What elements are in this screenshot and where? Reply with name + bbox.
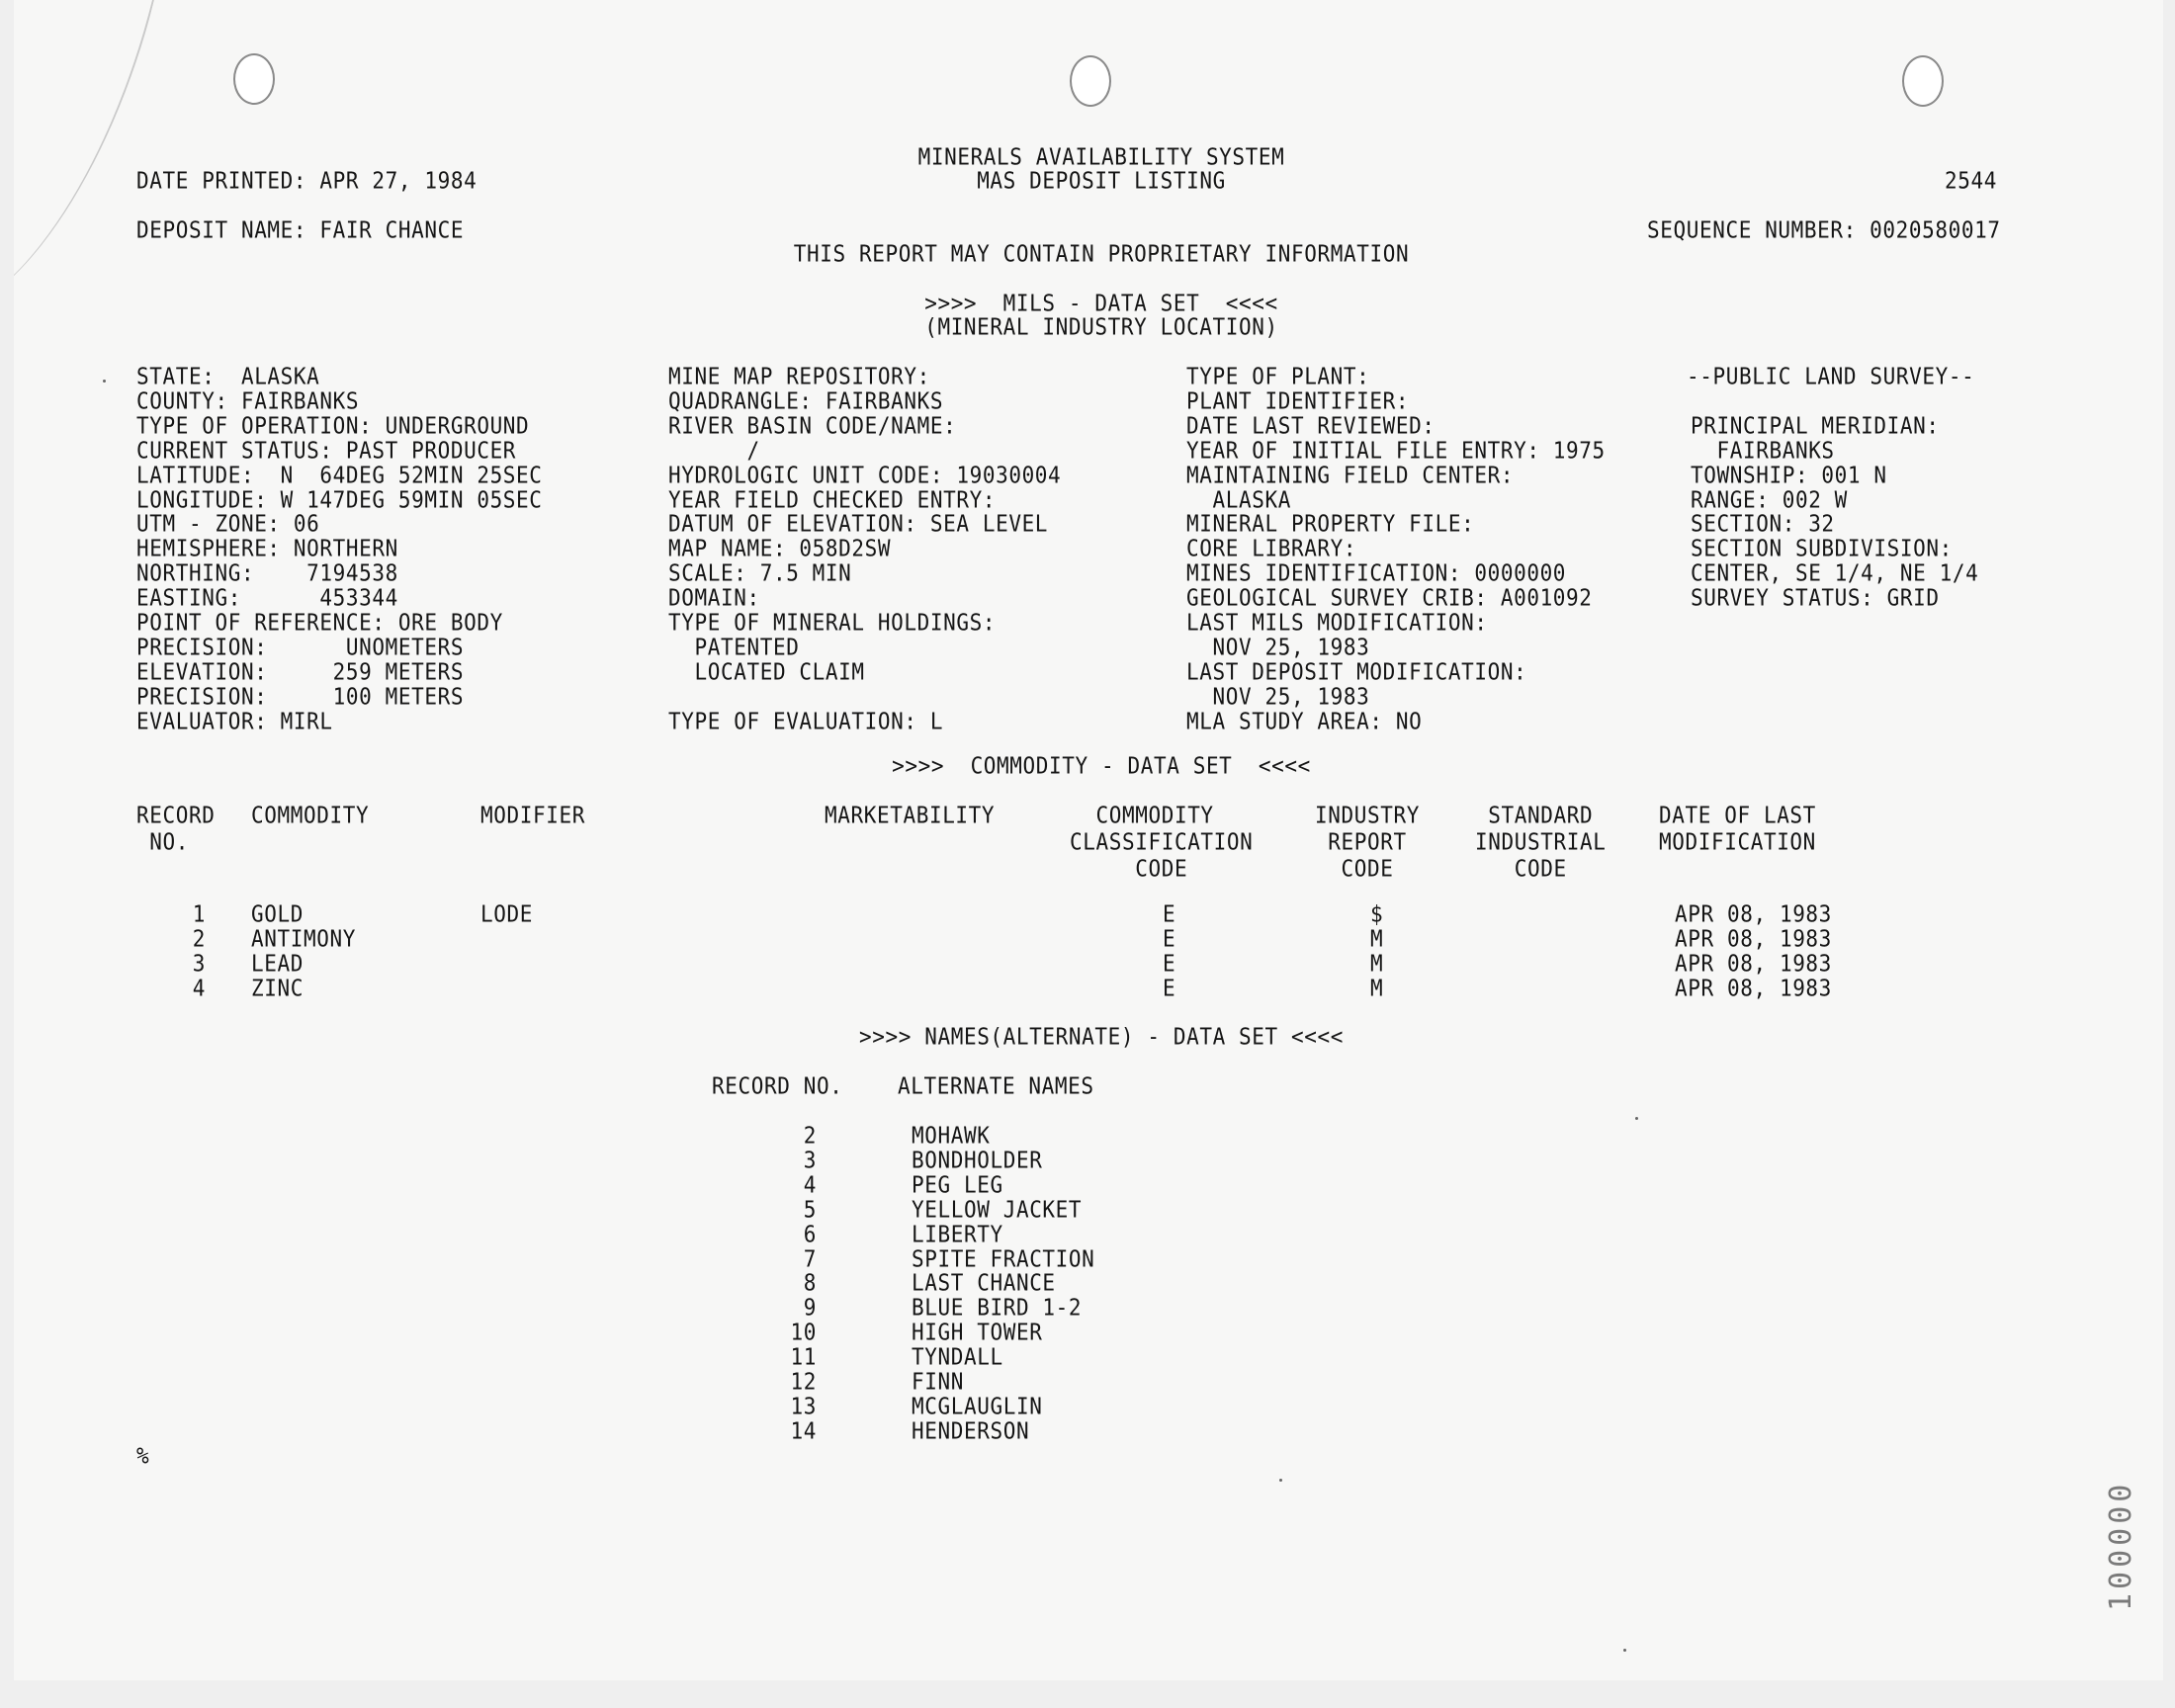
commodity-name: ANTIMONY: [251, 925, 356, 952]
mils-col4-field: SECTION: 32: [1691, 511, 1835, 538]
alternate-record-no: 7: [803, 1245, 817, 1272]
header-alternate-names: ALTERNATE NAMES: [898, 1073, 1094, 1099]
mils-col3-field: PLANT IDENTIFIER:: [1186, 387, 1410, 414]
mils-col4-field: --PUBLIC LAND SURVEY--: [1687, 364, 1975, 389]
mils-col3-field: MAINTAINING FIELD CENTER:: [1186, 462, 1515, 488]
alternate-name: BLUE BIRD 1-2: [912, 1295, 1083, 1322]
speck: [1623, 1649, 1626, 1652]
mils-col4-field: TOWNSHIP: 001 N: [1691, 462, 1887, 488]
mils-col2-field: MAP NAME: 058D2SW: [668, 536, 892, 562]
mils-col3-field: DATE LAST REVIEWED:: [1186, 412, 1436, 439]
page-number: 2544: [1945, 168, 1997, 194]
mils-col2-field: SCALE: 7.5 MIN: [668, 560, 852, 587]
commodity-date: APR 08, 1983: [1675, 975, 1832, 1001]
mils-col4-field: CENTER, SE 1/4, NE 1/4: [1691, 560, 1979, 587]
mils-col1-field: TYPE OF OPERATION: UNDERGROUND: [136, 412, 530, 439]
mils-col3-field: MLA STUDY AREA: NO: [1186, 708, 1423, 734]
commodity-record-no: 3: [192, 950, 206, 977]
mils-col4-field: PRINCIPAL MERIDIAN:: [1691, 412, 1940, 439]
commodity-classification-code: E: [1163, 950, 1176, 977]
header-modifier: MODIFIER: [480, 803, 585, 828]
alternate-record-no: 4: [803, 1171, 817, 1198]
mils-col3-field: NOV 25, 1983: [1186, 634, 1370, 660]
mils-col1-field: ELEVATION: 259 METERS: [136, 658, 465, 685]
mils-col2-field: HYDROLOGIC UNIT CODE: 19030004: [668, 462, 1062, 488]
proprietary-notice: THIS REPORT MAY CONTAIN PROPRIETARY INFORMATION: [793, 241, 1410, 267]
mils-col3-field: CORE LIBRARY:: [1186, 536, 1357, 562]
mils-col3-field: LAST DEPOSIT MODIFICATION:: [1186, 658, 1527, 685]
mils-col2-field: MINE MAP REPOSITORY:: [668, 364, 930, 389]
mils-col3-field: MINERAL PROPERTY FILE:: [1186, 511, 1475, 538]
mils-col4-field: FAIRBANKS: [1691, 437, 1835, 464]
alternate-name: LAST CHANCE: [912, 1270, 1056, 1297]
mils-col3-field: YEAR OF INITIAL FILE ENTRY: 1975: [1186, 437, 1606, 464]
header-classification-code: COMMODITY CLASSIFICATION CODE: [1070, 803, 1254, 882]
commodity-record-no: 4: [192, 975, 206, 1001]
mils-col2-field: PATENTED: [668, 634, 800, 660]
mils-col3-field: ALASKA: [1186, 486, 1291, 513]
mils-col2-field: TYPE OF EVALUATION: L: [668, 708, 944, 734]
mils-col4-field: SURVEY STATUS: GRID: [1691, 585, 1940, 612]
header-marketability: MARKETABILITY: [825, 803, 996, 828]
alternate-name: MOHAWK: [912, 1123, 991, 1149]
speck: [1279, 1479, 1282, 1482]
mils-col1-field: POINT OF REFERENCE: ORE BODY: [136, 610, 503, 636]
commodity-date: APR 08, 1983: [1675, 950, 1832, 977]
date-printed: DATE PRINTED: APR 27, 1984: [136, 168, 478, 194]
punch-hole: [1902, 55, 1944, 107]
alternate-record-no: 3: [803, 1147, 817, 1173]
alternate-name: HIGH TOWER: [912, 1320, 1043, 1346]
speck: [103, 380, 106, 383]
mils-col2-field: QUADRANGLE: FAIRBANKS: [668, 387, 944, 414]
commodity-classification-code: E: [1163, 975, 1176, 1001]
alternate-record-no: 13: [790, 1393, 817, 1419]
mils-col2-field: LOCATED CLAIM: [668, 658, 865, 685]
header-date-last-modification: DATE OF LAST MODIFICATION: [1659, 803, 1816, 855]
header-standard-industrial-code: STANDARD INDUSTRIAL CODE: [1475, 803, 1607, 882]
mils-col1-field: PRECISION: UNOMETERS: [136, 634, 465, 660]
mils-col4-field: RANGE: 002 W: [1691, 486, 1848, 513]
mils-col1-field: STATE: ALASKA: [136, 364, 320, 389]
commodity-name: GOLD: [251, 901, 304, 927]
alternate-name: HENDERSON: [912, 1417, 1030, 1444]
commodity-industry-code: $: [1370, 901, 1384, 927]
mils-col1-field: LATITUDE: N 64DEG 52MIN 25SEC: [136, 462, 543, 488]
alternate-name: PEG LEG: [912, 1171, 1003, 1198]
commodity-name: ZINC: [251, 975, 304, 1001]
alternate-name: FINN: [912, 1369, 964, 1395]
commodity-industry-code: M: [1370, 975, 1384, 1001]
commodity-record-no: 2: [192, 925, 206, 952]
mils-col3-field: NOV 25, 1983: [1186, 683, 1370, 710]
mils-col1-field: PRECISION: 100 METERS: [136, 683, 465, 710]
header-industry-report-code: INDUSTRY REPORT CODE: [1315, 803, 1420, 882]
alternate-record-no: 14: [790, 1417, 817, 1444]
document-page: [14, 0, 2163, 1680]
mils-subtitle: (MINERAL INDUSTRY LOCATION): [924, 314, 1278, 340]
commodity-modifier: LODE: [480, 901, 533, 927]
commodity-record-no: 1: [192, 901, 206, 927]
mils-col1-field: HEMISPHERE: NORTHERN: [136, 536, 398, 562]
alternate-name: SPITE FRACTION: [912, 1245, 1095, 1272]
mils-col1-field: LONGITUDE: W 147DEG 59MIN 05SEC: [136, 486, 543, 513]
mils-col1-field: NORTHING: 7194538: [136, 560, 398, 587]
footer-mark: %: [136, 1443, 150, 1469]
alternate-name: MCGLAUGLIN: [912, 1393, 1043, 1419]
mils-col1-field: COUNTY: FAIRBANKS: [136, 387, 360, 414]
mils-col2-field: TYPE OF MINERAL HOLDINGS:: [668, 610, 997, 636]
alternate-record-no: 11: [790, 1344, 817, 1371]
alternate-record-no: 8: [803, 1270, 817, 1297]
alternate-record-no: 9: [803, 1295, 817, 1322]
commodity-industry-code: M: [1370, 950, 1384, 977]
mils-col3-field: MINES IDENTIFICATION: 0000000: [1186, 560, 1567, 587]
mils-col2-field: /: [668, 437, 760, 464]
alternate-name: BONDHOLDER: [912, 1147, 1043, 1173]
alternate-name: YELLOW JACKET: [912, 1196, 1083, 1223]
commodity-title: >>>> COMMODITY - DATA SET <<<<: [892, 753, 1311, 779]
mils-col1-field: EVALUATOR: MIRL: [136, 708, 333, 734]
alternate-record-no: 12: [790, 1369, 817, 1395]
mils-col2-field: YEAR FIELD CHECKED ENTRY:: [668, 486, 997, 513]
speck: [1635, 1117, 1638, 1120]
mils-col2-field: DATUM OF ELEVATION: SEA LEVEL: [668, 511, 1049, 538]
mils-col2-field: DOMAIN:: [668, 585, 760, 612]
mils-col3-field: GEOLOGICAL SURVEY CRIB: A001092: [1186, 585, 1593, 612]
listing-title: MAS DEPOSIT LISTING: [977, 168, 1226, 194]
header-commodity: COMMODITY: [251, 803, 370, 828]
alternate-record-no: 5: [803, 1196, 817, 1223]
mils-col4-field: SECTION SUBDIVISION:: [1691, 536, 1953, 562]
commodity-classification-code: E: [1163, 901, 1176, 927]
mils-title: >>>> MILS - DATA SET <<<<: [924, 291, 1278, 316]
deposit-name: DEPOSIT NAME: FAIR CHANCE: [136, 217, 465, 243]
system-title: MINERALS AVAILABILITY SYSTEM: [917, 144, 1285, 170]
mils-col2-field: RIVER BASIN CODE/NAME:: [668, 412, 957, 439]
page-curl: [14, 0, 154, 316]
mils-col1-field: UTM - ZONE: 06: [136, 511, 320, 538]
commodity-date: APR 08, 1983: [1675, 925, 1832, 952]
header-record-no: RECORD NO.: [136, 803, 216, 855]
mils-col1-field: CURRENT STATUS: PAST PRODUCER: [136, 437, 517, 464]
commodity-classification-code: E: [1163, 925, 1176, 952]
commodity-date: APR 08, 1983: [1675, 901, 1832, 927]
punch-hole: [1070, 55, 1111, 107]
alternate-record-no: 6: [803, 1221, 817, 1247]
alternate-name: TYNDALL: [912, 1344, 1003, 1371]
mils-col3-field: LAST MILS MODIFICATION:: [1186, 610, 1488, 636]
mils-col3-field: TYPE OF PLANT:: [1186, 364, 1370, 389]
names-title: >>>> NAMES(ALTERNATE) - DATA SET <<<<: [859, 1024, 1344, 1050]
commodity-industry-code: M: [1370, 925, 1384, 952]
alternate-record-no: 2: [803, 1123, 817, 1149]
sequence-number: SEQUENCE NUMBER: 0020580017: [1647, 217, 2001, 243]
alternate-record-no: 10: [790, 1320, 817, 1346]
mils-col1-field: EASTING: 453344: [136, 585, 398, 612]
header-names-record-no: RECORD NO.: [712, 1073, 843, 1099]
punch-hole: [233, 53, 275, 105]
commodity-name: LEAD: [251, 950, 304, 977]
alternate-name: LIBERTY: [912, 1221, 1003, 1247]
stamp-number: 100000: [2104, 1480, 2138, 1611]
